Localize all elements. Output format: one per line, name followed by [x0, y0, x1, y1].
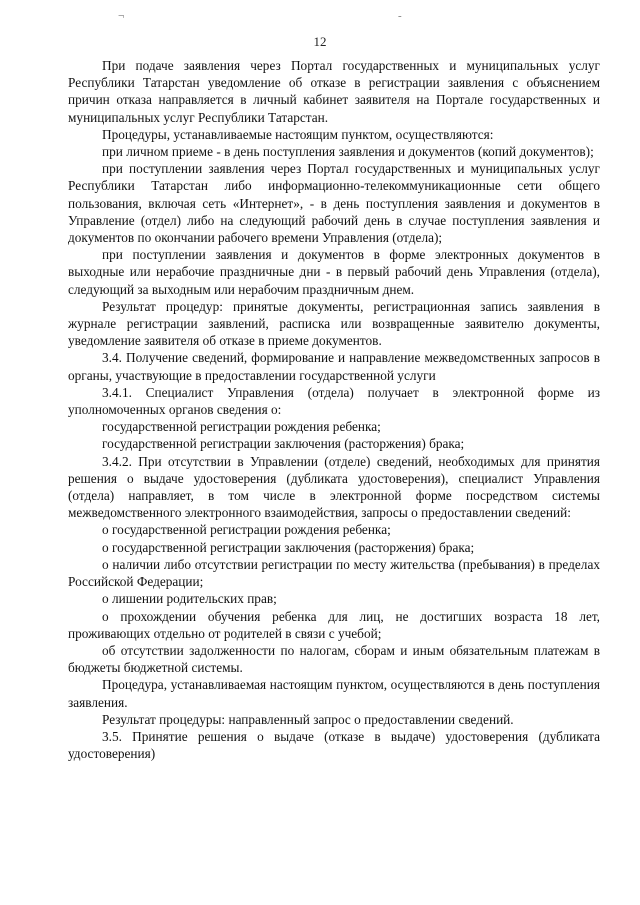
list-item: о прохождении обучения ребенка для лиц, не достигших возраста 18 лет, проживающих отдельно от родителей в связи с учебой;: [68, 608, 600, 641]
paragraph: Процедуры, устанавливаемые настоящим пунктом, осуществляются:: [102, 126, 494, 142]
list-item: о государственной регистрации рождения ребенка;: [102, 522, 391, 538]
paragraph: Результат процедуры: направленный запрос о предоставлении сведений.: [102, 711, 514, 727]
list-item: об отсутствии задолженности по налогам, сборам и иным обязательным платежам в бюджеты бюджетной системы.: [68, 642, 600, 676]
scan-mark-left: ¬: [118, 10, 125, 22]
page-number: 12: [313, 34, 327, 49]
list-item: государственной регистрации рождения ребенка;: [102, 419, 381, 435]
section-heading: 3.4. Получение сведений, формирование и направление межведомственных запросов в органы, участвующие в предоставлении государственной услуги: [68, 350, 600, 383]
paragraph: при поступлении заявления и документов в форме электронных документов в выходные или нерабочие праздничные дни - в первый рабочий день Управления (отдела), следующий за выходным или нерабочим праздничным днем.: [68, 247, 600, 297]
paragraph: 3.4.2. При отсутствии в Управлении (отделе) сведений, необходимых для принятия решения о выдаче удостоверения (дубликата удостоверения), специалист Управления (отдела) направляет, в том числе в электронной форме посредством системы межведомственного электронного взаимодействия, запросы о предоставлении сведений:: [68, 453, 600, 521]
paragraph: При подаче заявления через Портал государственных и муниципальных услуг Республики Татарстан уведомление об отказе в регистрации заявления с объяснением причин отказа направляется в личный кабинет заявителя на Портале государственных и муниципальных услуг Республики Татарстан.: [68, 58, 600, 125]
list-item: о государственной регистрации заключения (расторжения) брака;: [102, 539, 475, 555]
paragraph: при личном приеме - в день поступления заявления и документов (копий документов);: [102, 144, 594, 160]
paragraph: Процедура, устанавливаемая настоящим пунктом, осуществляются в день поступления заявления.: [68, 677, 600, 710]
paragraph: при поступлении заявления через Портал государственных и муниципальных услуг Республики Татарстан либо информационно-телекоммуникационные сети общего пользования, включая сеть «Интернет», - в день поступления заявления и документов в Управление (отдел) либо на следующий рабочий день в случае поступления заявления и документов по окончании рабочего времени Управления (отдела);: [68, 161, 600, 246]
section-heading: 3.5. Принятие решения о выдаче (отказе в выдаче) удостоверения (дубликата удостоверения): [68, 728, 600, 762]
paragraph: 3.4.1. Специалист Управления (отдела) получает в электронной форме из уполномоченных органов сведения о:: [68, 384, 600, 418]
document-body: [68, 57, 600, 762]
list-item: государственной регистрации заключения (расторжения) брака;: [102, 436, 465, 452]
paragraph: Результат процедур: принятые документы, регистрационная запись заявления в журнале регистрации заявлений, расписка или возвращенные заявителю документы, уведомление заявителя об отказе в приеме документов.: [68, 298, 600, 349]
list-item: о лишении родительских прав;: [102, 591, 277, 607]
list-item: о наличии либо отсутствии регистрации по месту жительства (пребывания) в пределах Российской Федерации;: [68, 556, 600, 590]
scan-mark-right: -: [398, 10, 402, 22]
